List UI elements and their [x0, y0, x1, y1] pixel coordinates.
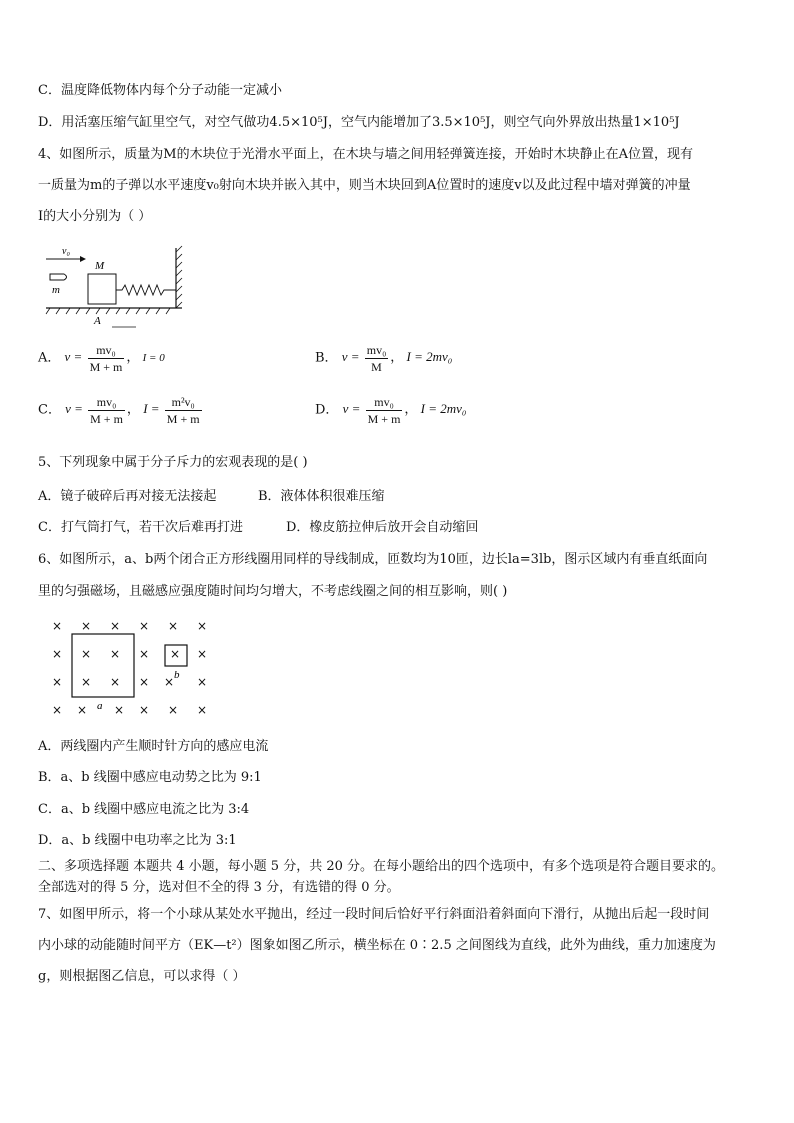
q3-option-c: C．温度降低物体内每个分子动能一定减小 [38, 83, 282, 98]
cross: × [52, 675, 63, 689]
q4-c-I: I = [143, 401, 160, 417]
q5-option-d: D．橡皮筋拉伸后放开会自动缩回 [286, 520, 479, 535]
q4-b-num: mv₀ [366, 343, 387, 357]
q5-option-b: B．液体体积很难压缩 [258, 489, 385, 504]
q4-c-i-fraction [165, 394, 202, 427]
q4-option-b-formula: v = $\frac{\text{mv₀}}{M}$ ， I = 2mv₀ [341, 343, 453, 374]
velocity-arrow-head [80, 256, 86, 262]
q4-c-fraction [88, 394, 125, 427]
cross: × [168, 619, 179, 633]
q5-option-c: C．打气筒打气，若干次后难再打进 [38, 520, 243, 535]
q4-b-den: M [371, 360, 382, 374]
cross: × [197, 619, 208, 633]
spring [116, 285, 176, 295]
cross: × [197, 647, 208, 661]
q4-b-v: v = [341, 349, 360, 365]
cross: × [81, 619, 92, 633]
q4-option-d [315, 394, 466, 427]
cross: × [164, 675, 175, 689]
cross: × [81, 647, 92, 661]
coil-b-label: b [174, 669, 180, 681]
q4-b-fraction [365, 342, 389, 375]
q4-d-fraction [366, 394, 403, 427]
cross: × [139, 647, 150, 661]
A-label: A [94, 315, 101, 327]
q4-spring-block-figure [44, 244, 194, 334]
q6-option-c: C．a、b 线圈中感应电流之比为 3:4 [38, 802, 250, 817]
q4-stem-line2: 一质量为m的子弹以水平速度v₀射向木块并嵌入其中，则当木块回到A位置时的速度v以及此过程中墙对弹簧的冲量 [38, 178, 691, 193]
section2-header-line1: 二、多项选择题 本题共 4 小题，每小题 5 分，共 20 分。在每小题给出的四个选项中，有多个选项是符合题目要求的。 [38, 859, 725, 874]
q3-option-d: D．用活塞压缩气缸里空气，对空气做功4.5×10⁵J，空气内能增加了3.5×10⁵J，则空气向外界放出热量1×10⁵J [38, 115, 680, 130]
q4-option-c-label: C． [38, 402, 61, 418]
q4-a-fraction [88, 342, 125, 375]
q4-option-d-label: D． [315, 402, 339, 418]
q7-stem-line2: 内小球的动能随时间平方（EK—t²）图象如图乙所示，横坐标在 0∶2.5 之间图线为直线，此外为曲线，重力加速度为 [38, 938, 716, 953]
q6-option-d: D．a、b 线圈中电功率之比为 3:1 [38, 833, 237, 848]
cross: × [197, 703, 208, 717]
cross: × [77, 703, 88, 717]
v0-label: v₀ [62, 246, 70, 257]
block-M [88, 274, 116, 304]
cross: × [139, 675, 150, 689]
q4-c-v: v = [65, 401, 83, 417]
q5-option-a: A．镜子破碎后再对接无法接起 [38, 489, 217, 504]
coil-a-label: a [97, 700, 103, 712]
cross: × [52, 703, 63, 717]
q4-a-I: I = 0 [142, 352, 165, 365]
bullet-shape [50, 274, 67, 280]
q4-option-b-label: B． [315, 350, 338, 366]
cross: × [114, 703, 125, 717]
q4-stem-line3: I的大小分别为（ ） [38, 209, 152, 224]
q6-magnetic-field-figure [44, 614, 214, 720]
q4-option-c-formula: v = $\frac{\text{mv₀}}{M + m}$ ， I = $\frac{\text{m²v₀}}{M + m}$ [65, 395, 200, 426]
q4-option-b [315, 342, 452, 375]
cross: × [81, 675, 92, 689]
q6-stem-line1: 6、如图所示，a、b两个闭合正方形线圈用同样的导线制成，匝数均为10匝，边长la=3lb，图示区域内有垂直纸面向 [38, 552, 708, 567]
section2-header-line2: 全部选对的得 5 分，选对但不全的得 3 分，有选错的得 0 分。 [38, 880, 400, 895]
q4-b-I: I = 2mv₀ [406, 349, 453, 365]
q4-option-d-formula: v = $\frac{\text{mv₀}}{M + m}$ ， I = 2mv₀ [342, 395, 467, 426]
cross: × [139, 619, 150, 633]
q4-a-den: M + m [89, 360, 123, 374]
q4-a-num: mv₀ [88, 342, 125, 359]
q4-stem-line1: 4、如图所示，质量为M的木块位于光滑水平面上，在木块与墙之间用轻弹簧连接，开始时木块静止在A位置，现有 [38, 147, 693, 162]
q4-c-den: M + m [90, 412, 123, 426]
q4-a-v: v = [64, 349, 83, 365]
cross: × [110, 675, 121, 689]
q5-stem: 5、下列现象中属于分子斥力的宏观表现的是( ) [38, 455, 308, 470]
cross: × [197, 675, 208, 689]
q4-c-inum: m²v₀ [165, 394, 202, 411]
q4-c-iden: M + m [166, 412, 200, 426]
cross: × [170, 647, 181, 661]
q4-option-a-label: A． [38, 350, 61, 366]
q6-option-a: A．两线圈内产生顺时针方向的感应电流 [38, 739, 269, 754]
q4-d-den: M + m [367, 412, 401, 426]
m-label: m [52, 284, 60, 296]
q6-stem-line2: 里的匀强磁场，且磁感应强度随时间均匀增大，不考虑线圈之间的相互影响，则( ) [38, 584, 508, 599]
q7-stem-line1: 7、如图甲所示，将一个小球从某处水平抛出，经过一段时间后恰好平行斜面沿着斜面向下滑行，从抛出后起一段时间 [38, 907, 710, 922]
M-label: M [95, 260, 105, 272]
q4-option-a [38, 342, 165, 375]
cross: × [139, 703, 150, 717]
q4-option-a-formula: v = $\frac{\text{mv₀}}{M + m}$ ， I = 0 [64, 343, 165, 374]
ground-hatching [46, 308, 170, 314]
q4-option-c [38, 394, 204, 427]
q4-c-num: mv₀ [88, 394, 125, 411]
cross: × [52, 619, 63, 633]
wall-hatching [176, 246, 182, 308]
q7-stem-line3: g，则根据图乙信息，可以求得（ ） [38, 969, 246, 984]
q6-option-b: B．a、b 线圈中感应电动势之比为 9:1 [38, 770, 262, 785]
q4-d-num: mv₀ [366, 394, 403, 411]
cross: × [110, 647, 121, 661]
q4-d-I: I = 2mv₀ [420, 401, 467, 417]
cross: × [52, 647, 63, 661]
cross: × [168, 703, 179, 717]
q4-d-v: v = [342, 401, 361, 417]
cross: × [110, 619, 121, 633]
